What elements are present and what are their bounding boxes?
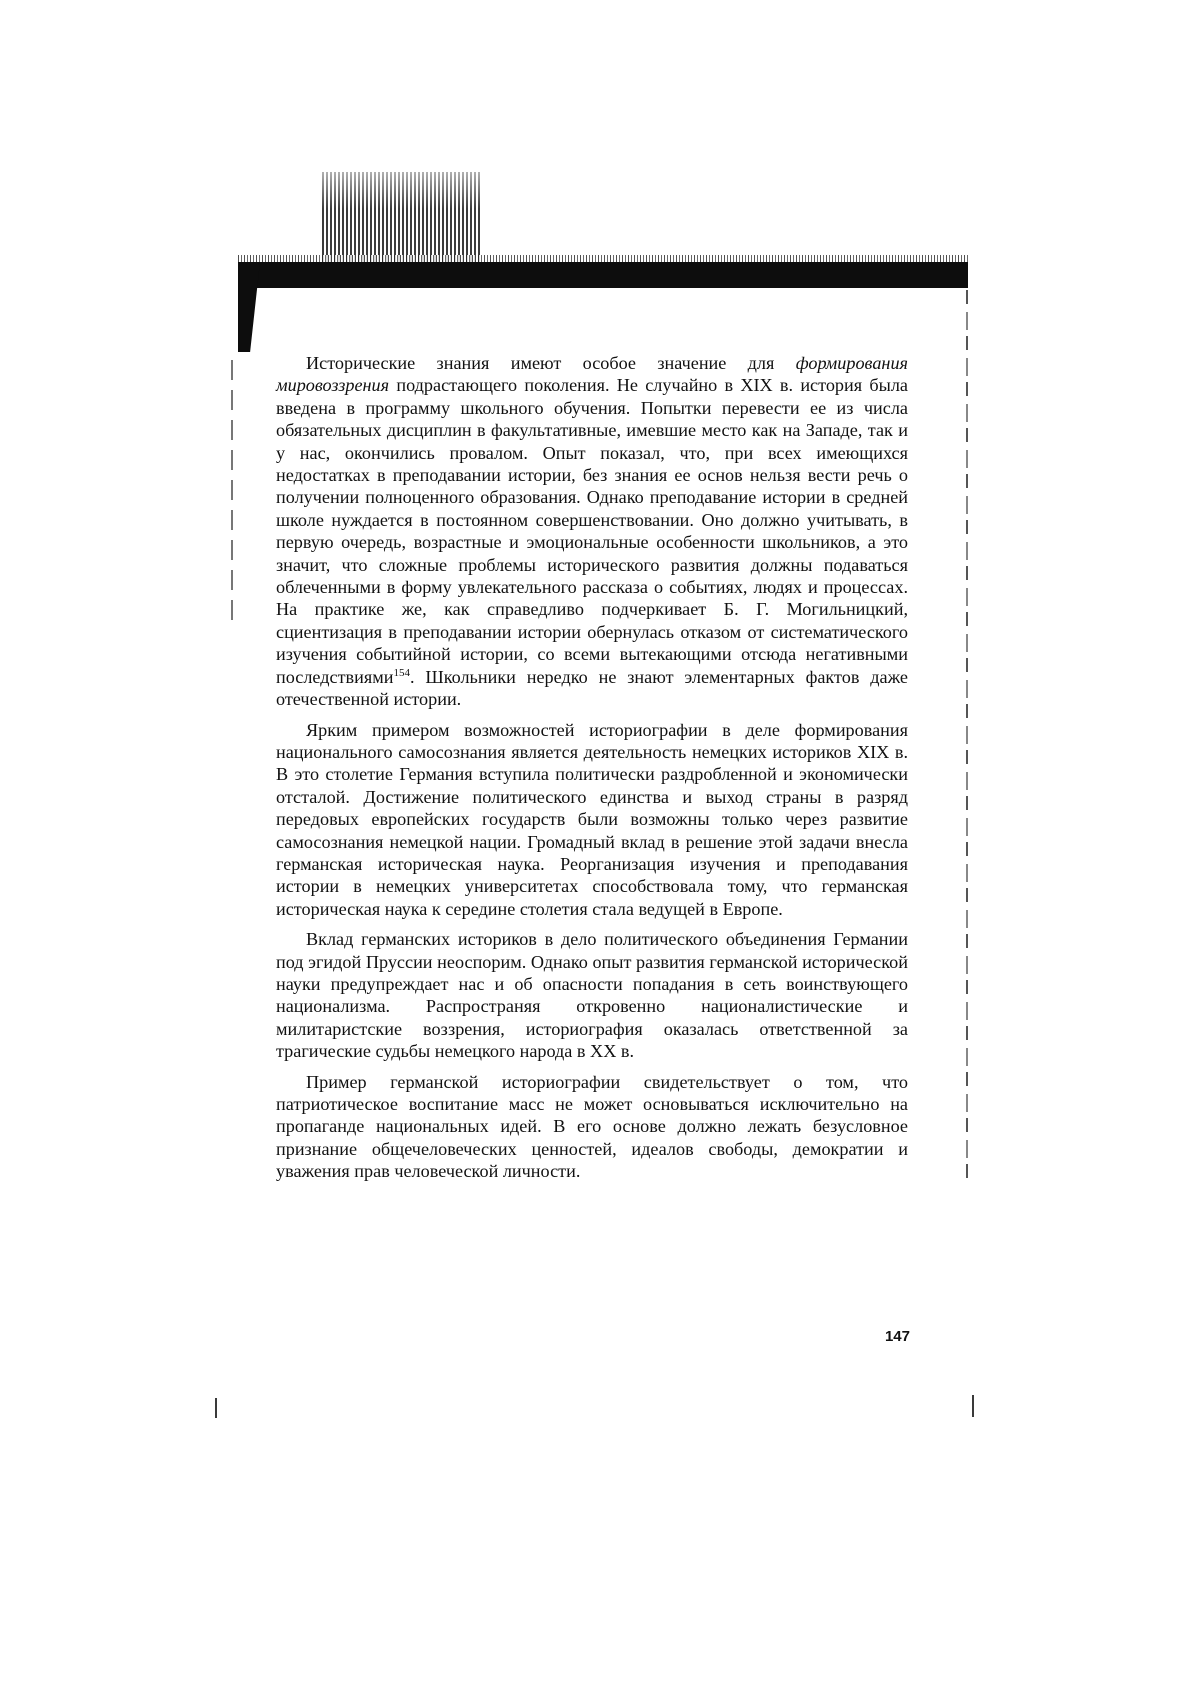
halftone-header-block: [322, 172, 480, 264]
text-run: Исторические знания имеют особое значение для: [306, 353, 796, 373]
paragraph: [276, 928, 908, 1062]
text-run: . Школьники нередко не знают элементарных фактов даже отечественной истории.: [276, 666, 908, 710]
page-number: 147: [884, 1328, 910, 1345]
body-text: [276, 352, 908, 1191]
text-run: Ярким примером возможностей историографии в деле формирования национального самосознания является деятельность немецких историков XIX в. В это столетие Германия вступила политически раздробленной и экономически отсталой. Достижение политического единства и выход страны в разряд передовых европейских государств были возможны только через развитие самосознания немецкой нации. Громадный вклад в решение этой задачи внесла германская историческая наука. Реорганизация изучения и преподавания истории в немецких университетах способствовала тому, что германская историческая наука к середине столетия стала ведущей в Европе.: [276, 719, 908, 919]
paragraph: [276, 352, 908, 711]
paragraph: [276, 719, 908, 921]
paragraph: [276, 1071, 908, 1183]
right-page-edge: [966, 290, 968, 1180]
text-run: подрастающего поколения. Не случайно в XIX в. история была введена в программу школьного обучения. Попытки перевести ее из числа обязательных дисциплин в факультативные, имевшие место как на Западе, так и у нас, окончились провалом. Опыт показал, что, при всех имеющихся недостатках в преподавании истории, без знания ее основ нельзя вести речь о получении полноценного образования. Однако преподавание истории в средней школе нуждается в постоянном совершенствовании. Оно должно учитывать, в первую очередь, возрастные и эмоциональные особенности школьников, а это значит, что сложные проблемы исторического развития должны подаваться облеченными в форму увлекательного рассказа о событиях, людях и процессах. На практике же, как справедливо подчеркивает Б. Г. Могильницкий, сциентизация в преподавании истории обернулась отказом от систематического изучения событийной истории, со всеми вытекающими отсюда негативными последствиями: [276, 375, 908, 687]
left-dark-wedge: [238, 262, 260, 352]
footnote-ref: 154: [393, 666, 410, 679]
italic-term: формирования мировоззрения: [276, 353, 908, 396]
top-black-banner: [238, 262, 968, 288]
text-run: Пример германской историографии свидетельствует о том, что патриотическое воспитание масс не может основываться исключительно на пропаганде национальных идей. В его основе должно лежать безусловное признание общечеловеческих ценностей, идеалов свободы, демократии и уважения прав человеческой личности.: [276, 1071, 908, 1182]
bottom-right-crop-mark: [972, 1395, 974, 1417]
text-run: Вклад германских историков в дело политического объединения Германии под эгидой Пруссии неоспорим. Однако опыт развития германской исторической науки предупреждает нас и об опасности попадания в сеть воинствующего национализма. Распространяя откровенно националистические и милитаристские воззрения, историография оказалась ответственной за трагические судьбы немецкого народа в XX в.: [276, 929, 908, 1062]
bottom-left-crop-mark: [215, 1398, 217, 1418]
left-page-edge: [231, 360, 233, 620]
